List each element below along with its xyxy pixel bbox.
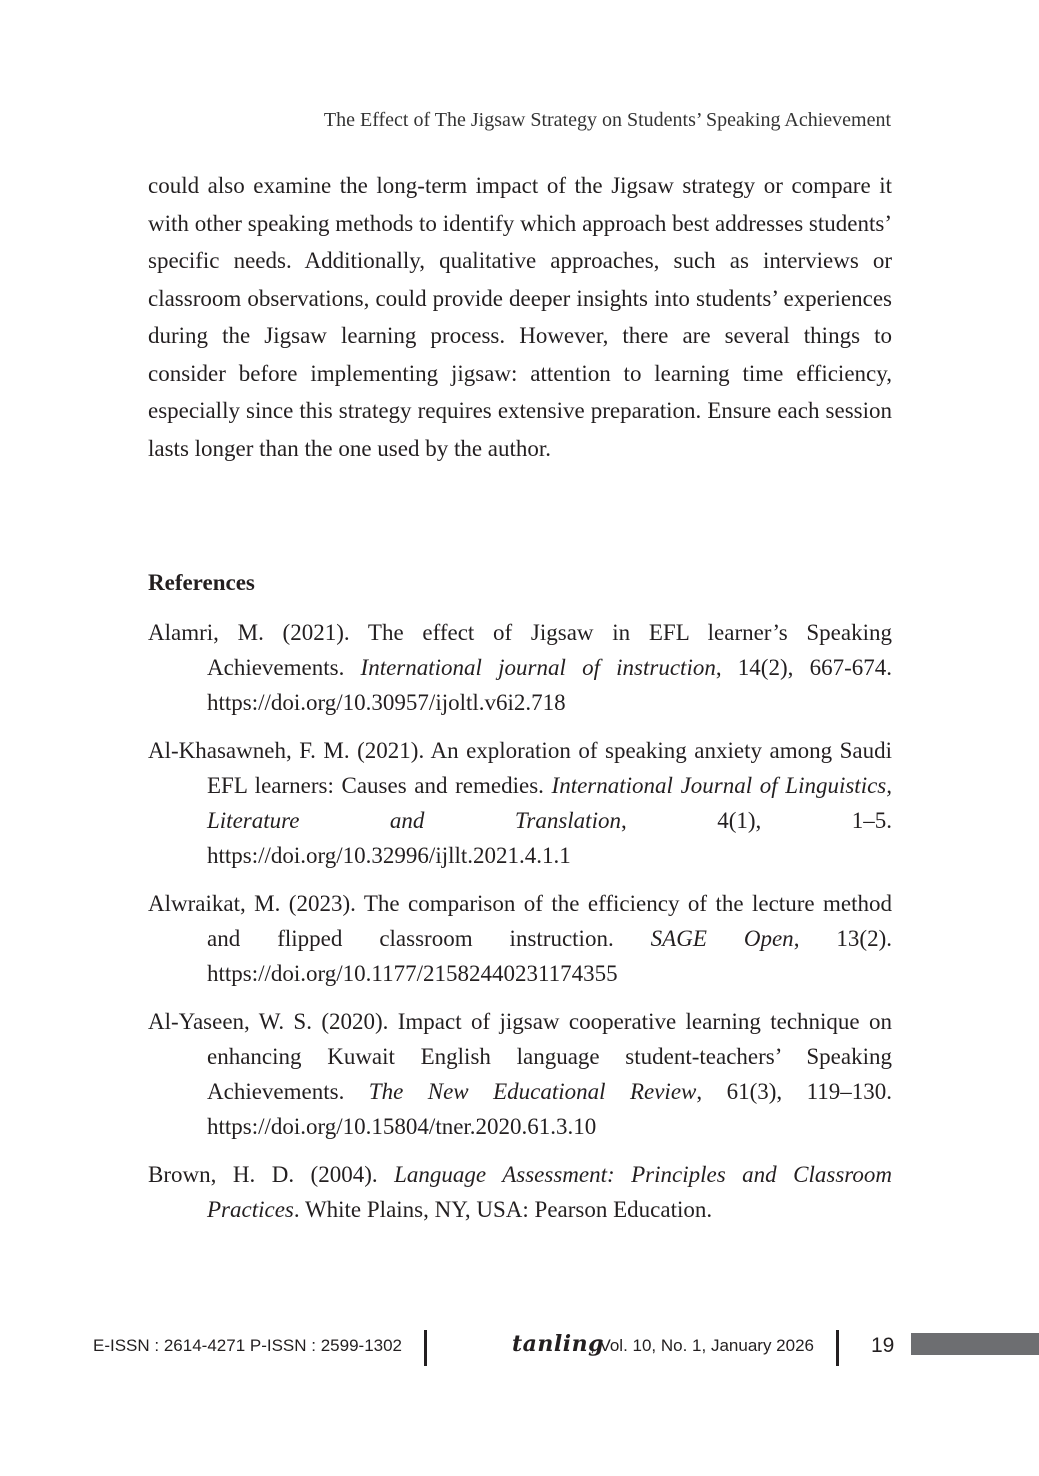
footer-divider [836, 1330, 839, 1366]
page-number: 19 [871, 1334, 895, 1357]
footer-band [911, 1333, 1039, 1355]
reference-details: , 61(3), 119–130. https://doi.org/10.15804/tner.2020.61.3.10 [207, 1079, 892, 1139]
reference-item [148, 615, 892, 720]
footer-divider [424, 1330, 427, 1366]
reference-text: Al-Yaseen, W. S. (2020). Impact of jigsaw cooperative learning technique on enhancing Kuwait English language student-teachers’ Speaking Achievements. [148, 1009, 892, 1104]
page-footer [0, 1330, 1039, 1366]
reference-item [148, 886, 892, 991]
reference-details: , 14(2), 667-674. https://doi.org/10.30957/ijoltl.v6i2.718 [207, 655, 892, 715]
reference-item [148, 1004, 892, 1144]
reference-text: Alamri, M. (2021). The effect of Jigsaw in EFL learner’s Speaking Achievements. [148, 620, 892, 680]
references-heading: References [148, 570, 255, 595]
reference-source-title: International journal of instruction [360, 655, 716, 680]
reference-item [148, 1157, 892, 1227]
running-header: The Effect of The Jigsaw Strategy on Students’ Speaking Achievement [323, 109, 891, 131]
issn-text: E-ISSN : 2614-4271 P-ISSN : 2599-1302 [93, 1336, 403, 1355]
reference-details: , 4(1), 1–5. https://doi.org/10.32996/ijllt.2021.4.1.1 [207, 808, 892, 868]
reference-source-title: International Journal of Linguistics, Literature and Translation [207, 773, 892, 833]
reference-details: . White Plains, NY, USA: Pearson Education. [293, 1197, 713, 1222]
reference-item [148, 733, 892, 873]
volume-info: , Vol. 10, No. 1, January 2026 [590, 1336, 814, 1355]
reference-text: Al-Khasawneh, F. M. (2021). An exploration of speaking anxiety among Saudi EFL learners: Causes and remedies. [148, 738, 892, 798]
journal-logo: tanling [512, 1331, 605, 1357]
body-paragraph: could also examine the long-term impact of the Jigsaw strategy or compare it with other speaking methods to identify which approach best addresses students’ specific needs. Additionally, qualitative approaches, such as interviews or classroom observations, could provide deeper insights into students’ experiences during the Jigsaw learning process. However, there are several things to consider before implementing jigsaw: attention to learning time efficiency, especially since this strategy requires extensive preparation. Ensure each session lasts longer than the one used by the author. [148, 173, 892, 461]
reference-source-title: SAGE Open [650, 926, 794, 951]
reference-source-title: The New Educational Review [368, 1079, 697, 1104]
reference-text: Alwraikat, M. (2023). The comparison of the efficiency of the lecture method and flipped classroom instruction. [148, 891, 892, 951]
reference-source-title: Language Assessment: Principles and Classroom Practices [207, 1162, 892, 1222]
reference-details: , 13(2). https://doi.org/10.1177/21582440231174355 [207, 926, 892, 986]
reference-text: Brown, H. D. (2004). [148, 1162, 395, 1187]
reference-list [148, 615, 892, 1240]
